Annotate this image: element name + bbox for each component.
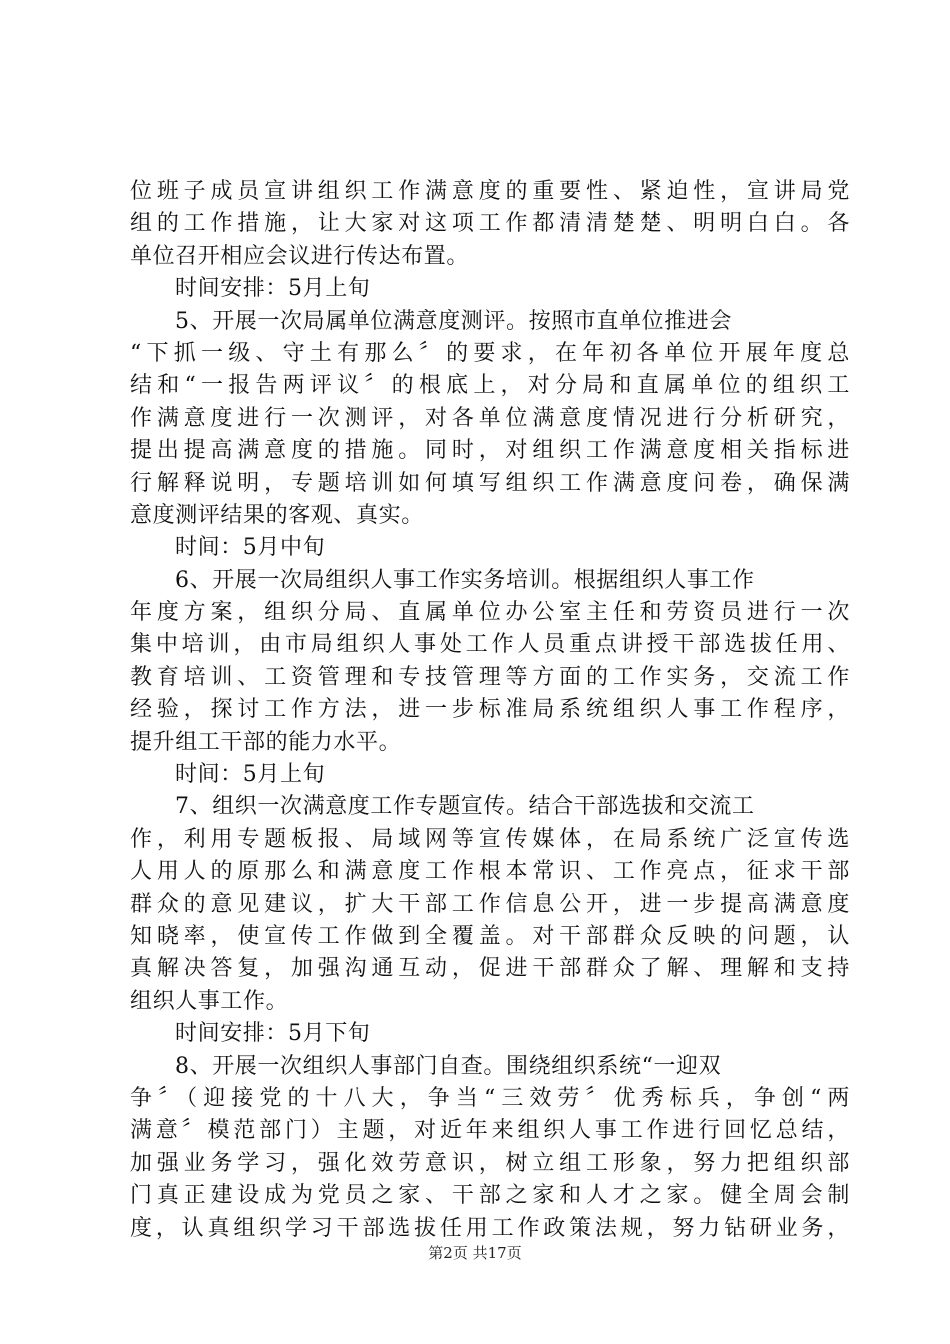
text-line: 提升组工干部的能力水平。 <box>130 729 402 755</box>
text-line: 6、开展一次局组织人事工作实务培训。根据组织人事工作 <box>175 567 755 593</box>
text-line: 真解决答复，加强沟通互动，促进干部群众了解、理解和支持 <box>130 956 850 982</box>
text-line: 作满意度进行一次测评，对各单位满意度情况进行分析研究， <box>130 405 850 431</box>
document-body <box>130 176 850 1245</box>
text-line: 结和“一报告两评议〞的根底上，对分局和直属单位的组织工 <box>130 373 850 399</box>
text-line: 经验，探讨工作方法，进一步标准局系统组织人事工作程序， <box>130 697 850 723</box>
text-line: 时间：5月上旬 <box>175 762 326 788</box>
text-line: 意度测评结果的客观、真实。 <box>130 502 424 528</box>
text-line: 门真正建设成为党员之家、干部之家和人才之家。健全周会制 <box>130 1183 850 1209</box>
text-line: 位班子成员宣讲组织工作满意度的重要性、紧迫性，宣讲局党 <box>130 179 850 204</box>
page-footer: 第2页 共17页 <box>428 1244 522 1262</box>
text-line: 满意〞模范部门）主题，对近年来组织人事工作进行回忆总结， <box>130 1118 850 1144</box>
text-line: 时间安排：5月上旬 <box>175 276 371 302</box>
text-line: 组的工作措施，让大家对这项工作都清清楚楚、明明白白。各 <box>130 211 850 237</box>
text-line: 8、开展一次组织人事部门自查。围绕组织系统“一迎双 <box>175 1053 722 1079</box>
text-line: 知晓率，使宣传工作做到全覆盖。对干部群众反映的问题，认 <box>130 923 850 949</box>
text-line: 人用人的原那么和满意度工作根本常识、工作亮点，征求干部 <box>130 859 850 885</box>
text-line: 度，认真组织学习干部选拔任用工作政策法规，努力钻研业务， <box>130 1215 850 1241</box>
text-line: 5、开展一次局属单位满意度测评。按照市直单位推进会 <box>175 308 732 334</box>
text-line: 提出提高满意度的措施。同时，对组织工作满意度相关指标进 <box>130 438 850 464</box>
text-line: 行解释说明，专题培训如何填写组织工作满意度问卷，确保满 <box>130 470 850 496</box>
text-line: 年度方案，组织分局、直属单位办公室主任和劳资员进行一次 <box>130 600 850 626</box>
text-line: “下抓一级、守土有那么〞的要求，在年初各单位开展年度总 <box>130 340 850 366</box>
text-line: 时间安排：5月下旬 <box>175 1021 371 1047</box>
text-line: 争〞（迎接党的十八大，争当“三效劳〞优秀标兵，争创“两 <box>130 1085 850 1111</box>
text-line: 群众的意见建议，扩大干部工作信息公开，进一步提高满意度 <box>130 891 850 917</box>
text-line: 教育培训、工资管理和专技管理等方面的工作实务，交流工作 <box>130 664 850 690</box>
text-line: 单位召开相应会议进行传达布置。 <box>130 243 470 269</box>
text-line: 加强业务学习，强化效劳意识，树立组工形象，努力把组织部 <box>130 1150 850 1176</box>
text-line: 组织人事工作。 <box>130 988 289 1014</box>
text-line: 作，利用专题板报、局域网等宣传媒体，在局系统广泛宣传选 <box>130 826 850 852</box>
text-line: 7、组织一次满意度工作专题宣传。结合干部选拔和交流工 <box>175 794 755 820</box>
text-line: 集中培训，由市局组织人事处工作人员重点讲授干部选拔任用、 <box>130 632 850 658</box>
text-line: 时间：5月中旬 <box>175 535 326 561</box>
